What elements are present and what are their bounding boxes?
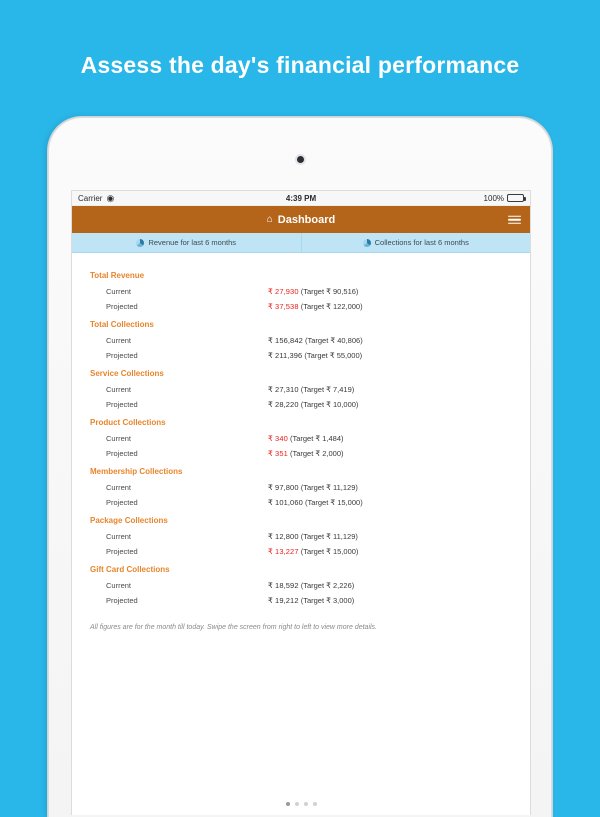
row-target: (Target ₹ 90,516) [300, 287, 359, 296]
row-label: Current [106, 532, 132, 541]
row-target: (Target ₹ 15,000) [300, 547, 359, 556]
row-value [268, 483, 530, 492]
row-value [268, 336, 530, 345]
row-amount: ₹ 37,538 [268, 302, 299, 311]
section-title-gift-card-collections: Gift Card Collections [90, 565, 170, 574]
promo-headline: Assess the day's financial performance [80, 52, 520, 78]
row-label: Projected [106, 302, 138, 311]
section-title-total-revenue: Total Revenue [90, 271, 145, 280]
row-target: (Target ₹ 2,000) [289, 449, 344, 458]
page-dot[interactable] [295, 802, 299, 806]
tab-revenue-last-6-months[interactable] [72, 233, 301, 252]
row-label: Projected [106, 498, 138, 507]
page-title [267, 214, 336, 226]
row-value [268, 287, 530, 296]
row-amount: ₹ 156,842 [268, 336, 303, 345]
wifi-icon: ◉ [106, 192, 115, 203]
app-header-bar [72, 206, 530, 233]
device-screen [71, 190, 531, 815]
pie-chart-icon [363, 239, 371, 247]
row-label: Projected [106, 449, 138, 458]
row-label: Projected [106, 400, 138, 409]
table-row [72, 495, 530, 510]
row-amount: ₹ 12,800 [268, 532, 299, 541]
row-value [268, 449, 530, 458]
table-row [72, 431, 530, 446]
section-title-service-collections: Service Collections [90, 369, 164, 378]
row-amount: ₹ 97,800 [268, 483, 299, 492]
page-dot[interactable] [304, 802, 308, 806]
row-amount: ₹ 27,930 [268, 287, 299, 296]
tab-collections-last-6-months[interactable] [301, 233, 531, 252]
row-value [268, 498, 530, 507]
section-title-membership-collections: Membership Collections [90, 467, 183, 476]
row-value [268, 385, 530, 394]
row-label: Current [106, 581, 132, 590]
row-label: Current [106, 287, 132, 296]
row-target: (Target ₹ 40,806) [304, 336, 363, 345]
footnote-text: All figures are for the month till today. Swipe the screen from right to left to view more details. [90, 624, 377, 631]
row-value [268, 434, 530, 443]
pie-chart-icon [136, 239, 144, 247]
row-value [268, 351, 530, 360]
section-title-package-collections: Package Collections [90, 516, 168, 525]
table-row [72, 578, 530, 593]
row-target: (Target ₹ 122,000) [300, 302, 363, 311]
row-target: (Target ₹ 7,419) [300, 385, 355, 394]
battery-full-icon [507, 194, 524, 202]
row-target: (Target ₹ 11,129) [300, 532, 358, 541]
page-dot[interactable] [313, 802, 317, 806]
row-label: Current [106, 434, 132, 443]
row-amount: ₹ 211,396 [268, 351, 303, 360]
row-target: (Target ₹ 55,000) [304, 351, 363, 360]
table-row [72, 284, 530, 299]
status-bar-left [78, 194, 286, 203]
page-title-label: Dashboard [277, 213, 336, 226]
row-value [268, 302, 530, 311]
row-target: (Target ₹ 11,129) [300, 483, 358, 492]
row-value [268, 581, 530, 590]
table-row [72, 446, 530, 461]
row-label: Current [106, 483, 132, 492]
table-row [72, 299, 530, 314]
dashboard-content [72, 253, 530, 814]
chart-tabs [72, 233, 530, 253]
ios-status-bar [72, 191, 530, 206]
row-amount: ₹ 13,227 [268, 547, 299, 556]
table-row [72, 397, 530, 412]
row-amount: ₹ 351 [268, 449, 288, 458]
tab-label: Collections for last 6 months [374, 238, 469, 247]
status-bar-right [316, 194, 524, 203]
table-row [72, 382, 530, 397]
row-amount: ₹ 101,060 [268, 498, 303, 507]
row-target: (Target ₹ 10,000) [300, 400, 359, 409]
table-row [72, 529, 530, 544]
row-target: (Target ₹ 1,484) [289, 434, 344, 443]
tablet-device-frame [48, 117, 552, 817]
row-amount: ₹ 27,310 [268, 385, 299, 394]
home-icon: ⌂ [266, 213, 273, 225]
row-amount: ₹ 28,220 [268, 400, 299, 409]
hamburger-menu-icon[interactable] [508, 215, 521, 224]
table-row [72, 348, 530, 363]
table-row [72, 480, 530, 495]
status-bar-clock: 4:39 PM [285, 193, 317, 203]
page-indicator[interactable] [72, 802, 530, 806]
row-label: Current [106, 385, 132, 394]
row-amount: ₹ 340 [268, 434, 288, 443]
row-label: Projected [106, 596, 138, 605]
row-value [268, 547, 530, 556]
row-value [268, 400, 530, 409]
row-amount: ₹ 19,212 [268, 596, 299, 605]
row-target: (Target ₹ 2,226) [300, 581, 355, 590]
table-row [72, 544, 530, 559]
table-row [72, 593, 530, 608]
row-label: Projected [106, 351, 138, 360]
page-dot[interactable] [286, 802, 290, 806]
row-target: (Target ₹ 15,000) [304, 498, 363, 507]
row-label: Projected [106, 547, 138, 556]
row-value [268, 596, 530, 605]
tab-label: Revenue for last 6 months [148, 238, 237, 247]
battery-percent-label: 100% [483, 193, 505, 203]
section-title-total-collections: Total Collections [90, 320, 154, 329]
table-row [72, 333, 530, 348]
row-value [268, 532, 530, 541]
row-amount: ₹ 18,592 [268, 581, 299, 590]
section-title-product-collections: Product Collections [90, 418, 166, 427]
row-label: Current [106, 336, 132, 345]
carrier-label: Carrier [78, 193, 103, 203]
row-target: (Target ₹ 3,000) [300, 596, 355, 605]
front-camera-icon [297, 156, 304, 163]
